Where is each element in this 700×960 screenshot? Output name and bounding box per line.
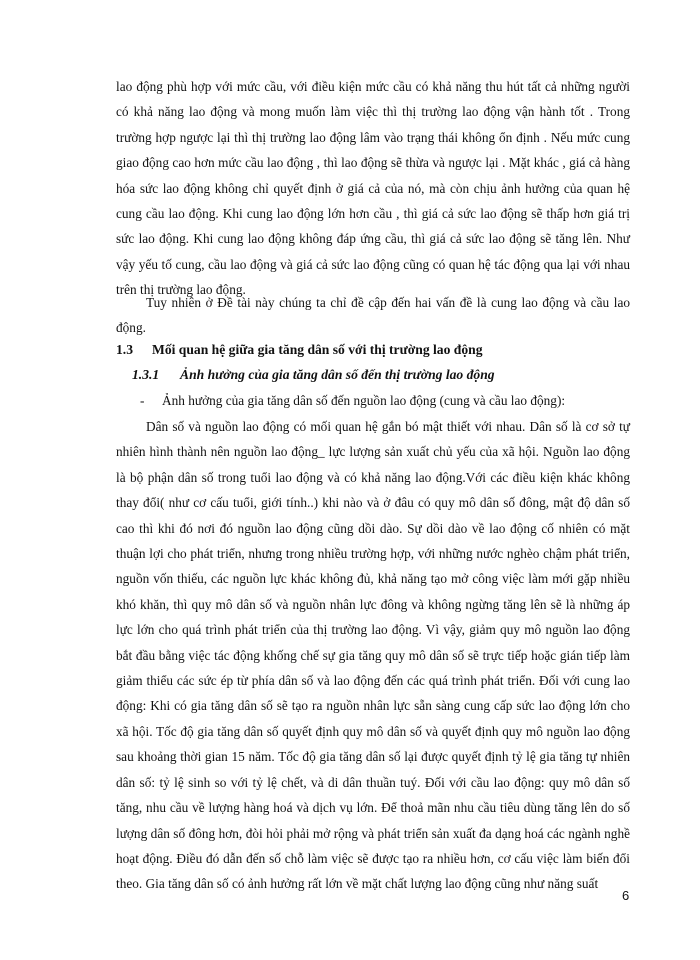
subsection-title: Ảnh hưởng của gia tăng dân số đến thị trường lao động bbox=[180, 367, 495, 382]
bullet-text: Ảnh hưởng của gia tăng dân số đến nguồn lao động (cung và cầu lao động): bbox=[162, 393, 566, 408]
bullet-marker: - bbox=[140, 393, 145, 408]
page-number: 6 bbox=[622, 888, 630, 903]
paragraph-labor-market-supply-demand: lao động phù hợp với mức cầu, với điều kiện mức cầu có khả năng thu hút tất cả những người có khả năng lao động và mong muốn làm việc thì thị trường lao động vận hành tốt . Trong trường hợp ngược lại thì thị trường lao động lâm vào trạng thái không ổn định . Nếu mức cung giao động cao hơn mức cầu lao động , thì lao động sẽ thừa và ngược lại . Mặt khác , giá cả hàng hóa sức lao động không chỉ quyết định ở giá cả của nó, mà còn chịu ảnh hưởng của quan hệ cung cầu lao động. Khi cung lao động lớn hơn cầu , thì giá cả sức lao động sẽ thấp hơn giá trị sức lao động. Khi cung lao động không đáp ứng cầu, thì giá cả sức lao động sẽ tăng lên. Như vậy yếu tố cung, cầu lao động và giá cả sức lao động cũng có quan hệ tác động qua lại với nhau trên thị trường lao động. bbox=[116, 79, 630, 298]
subsection-heading bbox=[132, 367, 632, 383]
paragraph-population-labor-relation: Dân số và nguồn lao động có mối quan hệ gắn bó mật thiết với nhau. Dân số là cơ sở tự nhiên hình thành nên nguồn lao động_ lực lượng sản xuất chủ yếu của xã hội. Nguồn lao động là bộ phận dân số trong tuổi lao động và có khả năng lao động.Với các điều kiện khác không thay đổi( như cơ cấu tuổi, giới tính..) khi nào và ở đâu có quy mô dân số đông, mật độ dân số cao thì khi đó nơi đó nguồn lao động cũng dồi dào. Sự dồi dào về lao động cố nhiên có mặt thuận lợi cho phát triển, nhưng trong nhiều trường hợp, với những nước nghèo chậm phát triển, nguồn vốn thiếu, các nguồn lực khác không đủ, khả năng tạo mở công việc làm mới gặp nhiều khó khăn, thì quy mô dân số và nguồn nhân lực đông và không ngừng tăng lên sẽ là những áp lực lớn cho quá trình phát triển của thị trường lao động. Vì vậy, giảm quy mô nguồn lao động bắt đầu bằng việc tác động khống chế sự gia tăng quy mô dân số sẽ trực tiếp hoặc gián tiếp làm giảm thiểu các sức ép từ phía dân số và lao động đến các quá trình phát triển. Đối với cung lao động: Khi có gia tăng dân số sẽ tạo ra nguồn nhân lực sẵn sàng cung cấp sức lao động lớn cho xã hội. Tốc độ gia tăng dân số quyết định quy mô dân số và quyết định quy mô nguồn lao động sau khoảng thời gian 15 năm. Tốc độ gia tăng dân số lại được quyết định tỷ lệ gia tăng tự nhiên dân số: tỷ lệ sinh so với tỷ lệ chết, và di dân thuần tuý. Đối với cầu lao động: quy mô dân số tăng, nhu cầu về lượng hàng hoá và dịch vụ lớn. Để thoả mãn nhu cầu tiêu dùng tăng lên do số lượng dân số đông hơn, đòi hỏi phải mở rộng và phát triển sản xuất đa dạng hoá các ngành nghề hoạt động. Điều đó dẫn đến số chỗ làm việc sẽ được tạo ra nhiều hơn, cơ cấu việc làm biến đổi theo. Gia tăng dân số có ảnh hưởng rất lớn về mặt chất lượng lao động cũng như năng suất bbox=[116, 419, 630, 892]
section-number: 1.3 bbox=[116, 342, 133, 357]
paragraph-scope-note: Tuy nhiên ở Đề tài này chúng ta chỉ đề cập đến hai vấn đề là cung lao động và cầu lao động. bbox=[116, 295, 630, 336]
bullet-item bbox=[140, 390, 630, 412]
subsection-number: 1.3.1 bbox=[132, 367, 160, 382]
section-heading bbox=[116, 342, 630, 358]
section-title: Mối quan hệ giữa gia tăng dân số với thị trường lao động bbox=[152, 342, 483, 357]
